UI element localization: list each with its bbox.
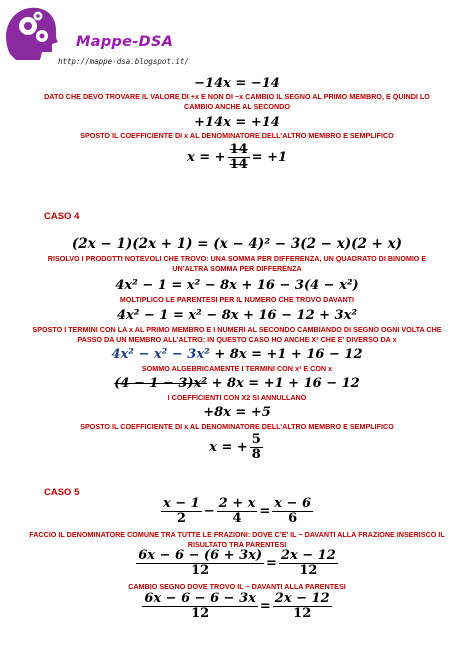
fraction-denominator: 12: [293, 606, 312, 621]
equation: 4x² − 1 = x² − 8x + 16 − 12 + 3x²: [116, 308, 358, 323]
explanation-note: FACCIO IL DENOMINATORE COMUNE TRA TUTTE LE FRAZIONI: DOVE C’E’ IL − DAVANTI ALLA FRAZIONE INSERISCO IL: [29, 530, 445, 539]
explanation-note: CAMBIO SEGNO DOVE TROVO IL − DAVANTI ALLA PARENTESI: [128, 582, 346, 591]
cancelled-term: (4 − 1 − 3)x²: [114, 376, 208, 391]
explanation-note: DATO CHE DEVO TROVARE IL VALORE DI +x E NON DI −x CAMBIO IL SEGNO AL PRIMO MEMBRO, E QUINDI LO: [44, 92, 430, 101]
explanation-note: MOLTIPLICO LE PARENTESI PER IL NUMERO CHE TROVO DAVANTI: [119, 295, 355, 304]
section-title-caso-5: CASO 5: [44, 487, 80, 498]
equation: (4 − 1 − 3)x² + 8x = +1 + 16 − 12: [114, 376, 360, 391]
brand-title: Mappe-DSA: [76, 34, 174, 50]
brand-url[interactable]: http://mappe-dsa.blogspot.it/: [58, 57, 189, 66]
explanation-note: SPOSTO IL COEFFICIENTE DI x AL DENOMINATORE DELL’ALTRO MEMBRO E SEMPLIFICO: [80, 422, 394, 431]
explanation-note: I COEFFICIENTI CON X2 SI ANNULLANO: [167, 393, 307, 402]
fraction-denominator: 4: [232, 511, 242, 526]
fraction-numerator: 2x − 12: [280, 548, 336, 563]
fraction-denominator: 2: [176, 511, 186, 526]
explanation-note: SPOSTO I TERMINI CON LA x AL PRIMO MEMBRO E I NUMERI AL SECONDO CAMBIANDO DI SEGNO OGNI VOLTA CHE: [32, 325, 442, 334]
fraction-numerator: x − 6: [274, 496, 312, 511]
equation: (2x − 1)(2x + 1) = (x − 4)² − 3(2 − x)(2 + x): [71, 236, 403, 252]
equation: 4x² − x² − 3x² + 8x = +1 + 16 − 12: [111, 347, 363, 362]
fraction-numerator: 5: [251, 432, 261, 447]
fraction-denominator: 12: [191, 563, 210, 578]
fraction-denominator: 12: [191, 606, 210, 621]
highlighted-x2-terms: 4x² − x² − 3x²: [111, 347, 210, 362]
explanation-note: SPOSTO IL COEFFICIENTE DI x AL DENOMINATORE DELL’ALTRO MEMBRO E SEMPLIFICO: [80, 131, 394, 140]
fraction-numerator: 2x − 12: [274, 591, 330, 606]
equation-fractions: $\frac{6x - 6 - (6 + 3x)}{12}$ = $\frac{2x - 12}{12}$: [138, 548, 336, 578]
equation: 4x² − 1 = x² − 8x + 16 − 3(4 − x²): [115, 278, 359, 293]
equation-fraction: x = + $\frac{14}{14}$ = +1: [186, 142, 288, 172]
explanation-note: CAMBIO ANCHE AL SECONDO: [184, 102, 290, 111]
fraction-numerator: 6x − 6 − 6 − 3x: [144, 591, 256, 606]
equation: +8x = +5: [203, 405, 271, 420]
fraction-denominator: 6: [288, 511, 298, 526]
fraction-numerator: 6x − 6 − (6 + 3x): [138, 548, 263, 563]
fraction-numerator: 2 + x: [218, 496, 256, 511]
equation-fractions: $\frac{6x - 6 - 6 - 3x}{12}$ = $\frac{2x - 12}{12}$: [144, 591, 330, 621]
logo: [2, 2, 62, 60]
equation-fraction: x = + $\frac{5}{8}$: [209, 432, 261, 462]
explanation-note: SOMMO ALGEBRICAMENTE I TERMINI CON x² E CON x: [141, 364, 333, 373]
explanation-note: PASSO DA UN MEMBRO ALL’ALTRO: IN QUESTO CASO HO ANCHE X² CHE E’ DIVERSO DA x: [77, 335, 397, 344]
fraction-numerator: 14: [229, 142, 248, 157]
explanation-note: RISULTATO TRA PARENTESI: [187, 540, 287, 549]
explanation-note: UN’ALTRA SOMMA PER DIFFERENZA: [172, 264, 302, 273]
equation-fractions: $\frac{x - 1}{2}$ − $\frac{2 + x}{4}$ = $\frac{x - 6}{6}$: [162, 496, 312, 526]
equation: +14x = +14: [194, 115, 280, 130]
explanation-note: RISOLVO I PRODOTTI NOTEVOLI CHE TROVO: UNA SOMMA PER DIFFERENZA, UN QUADRATO DI BINOMIO E: [47, 254, 427, 263]
fraction-denominator: 14: [229, 157, 248, 172]
section-title-caso-4: CASO 4: [44, 211, 80, 222]
head-gears-icon: [2, 2, 62, 60]
fraction-numerator: x − 1: [162, 496, 200, 511]
fraction-denominator: 12: [299, 563, 318, 578]
equation: −14x = −14: [194, 76, 280, 91]
fraction-denominator: 8: [251, 447, 261, 462]
